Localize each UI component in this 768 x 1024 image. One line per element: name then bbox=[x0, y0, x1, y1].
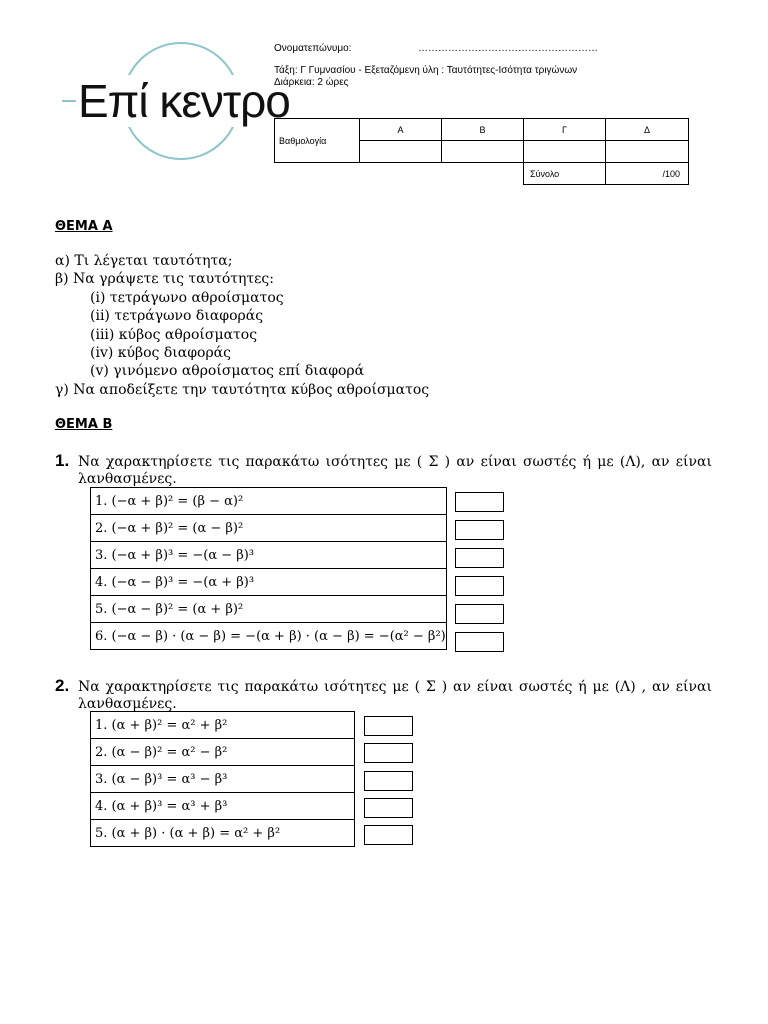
q1-row: 6. (−α − β) · (α − β) = −(α + β) · (α − β) = −(α² − β²) bbox=[91, 623, 447, 650]
q2-answer-box-3[interactable] bbox=[364, 771, 413, 791]
grade-col-d: Δ bbox=[606, 119, 689, 141]
grade-col-a: Α bbox=[360, 119, 442, 141]
q1-text-line1: Να χαρακτηρίσετε τις παρακάτω ισότητες με ( Σ ) αν είναι σωστές ή με (Λ), αν είναι bbox=[78, 454, 712, 470]
section-a-item-i: (i) τετράγωνο αθροίσματος bbox=[90, 290, 284, 306]
grade-col-c: Γ bbox=[524, 119, 606, 141]
q1-row: 1. (−α + β)² = (β − α)² bbox=[91, 488, 447, 515]
q1-answer-box-6[interactable] bbox=[455, 632, 504, 652]
q2-row: 3. (α − β)³ = α³ − β³ bbox=[91, 766, 355, 793]
q1-row: 3. (−α + β)³ = −(α − β)³ bbox=[91, 542, 447, 569]
logo-dash-left bbox=[62, 100, 76, 102]
section-a-line-a: α) Τι λέγεται ταυτότητα; bbox=[55, 253, 233, 269]
class-line: Τάξη: Γ Γυμνασίου - Εξεταζόμενη ύλη : Ταυτότητες-Ισότητα τριγώνων bbox=[274, 65, 578, 76]
q2-number: 2. bbox=[55, 676, 70, 695]
q1-text-line2: λανθασμένες. bbox=[78, 471, 177, 487]
name-label: Ονοματεπώνυμο: bbox=[274, 43, 352, 54]
grade-cell-c[interactable] bbox=[524, 141, 606, 163]
grade-cell-b[interactable] bbox=[442, 141, 524, 163]
q2-row: 2. (α − β)² = α² − β² bbox=[91, 739, 355, 766]
grade-col-b: Β bbox=[442, 119, 524, 141]
q2-answer-box-5[interactable] bbox=[364, 825, 413, 845]
q1-answer-box-5[interactable] bbox=[455, 604, 504, 624]
q1-answer-box-3[interactable] bbox=[455, 548, 504, 568]
section-b-title: ΘΕΜΑ Β bbox=[55, 417, 113, 432]
total-label: Σύνολο bbox=[524, 163, 606, 185]
total-value[interactable]: /100 bbox=[606, 163, 689, 185]
q2-row: 1. (α + β)² = α² + β² bbox=[91, 712, 355, 739]
q2-answer-box-1[interactable] bbox=[364, 716, 413, 736]
q2-text-line1: Να χαρακτηρίσετε τις παρακάτω ισότητες με ( Σ ) αν είναι σωστές ή με (Λ) , αν είναι bbox=[78, 679, 712, 695]
section-a-line-c: γ) Να αποδείξετε την ταυτότητα κύβος αθροίσματος bbox=[55, 382, 430, 398]
q1-number: 1. bbox=[55, 451, 70, 470]
section-a-item-iii: (iii) κύβος αθροίσματος bbox=[90, 327, 258, 343]
grade-label: Βαθμολογία bbox=[275, 119, 360, 163]
section-a-title: ΘΕΜΑ Α bbox=[55, 219, 113, 234]
q1-answer-box-1[interactable] bbox=[455, 492, 504, 512]
grade-table bbox=[274, 118, 689, 185]
q1-row: 4. (−α − β)³ = −(α + β)³ bbox=[91, 569, 447, 596]
q2-text-line2: λανθασμένες. bbox=[78, 696, 177, 712]
grade-cell-d[interactable] bbox=[606, 141, 689, 163]
q2-row: 4. (α + β)³ = α³ + β³ bbox=[91, 793, 355, 820]
q1-table bbox=[90, 487, 447, 650]
section-a-item-ii: (ii) τετράγωνο διαφοράς bbox=[90, 308, 264, 324]
logo bbox=[62, 42, 290, 162]
q2-row: 5. (α + β) · (α + β) = α² + β² bbox=[91, 820, 355, 847]
q2-answer-box-4[interactable] bbox=[364, 798, 413, 818]
q1-answer-box-4[interactable] bbox=[455, 576, 504, 596]
section-a-item-iv: (iv) κύβος διαφοράς bbox=[90, 345, 231, 361]
duration-line: Διάρκεια: 2 ώρες bbox=[274, 77, 349, 88]
q2-table bbox=[90, 711, 355, 847]
section-a-line-b: β) Να γράψετε τις ταυτότητες: bbox=[55, 271, 274, 287]
logo-text: Επί κεντρο bbox=[78, 75, 290, 127]
q2-answer-box-2[interactable] bbox=[364, 743, 413, 763]
q1-answer-box-2[interactable] bbox=[455, 520, 504, 540]
q1-row: 5. (−α − β)² = (α + β)² bbox=[91, 596, 447, 623]
section-a-item-v: (v) γινόμενο αθροίσματος επί διαφορά bbox=[90, 363, 365, 379]
name-field[interactable]: ……………………………………………… bbox=[418, 43, 598, 54]
q1-row: 2. (−α + β)² = (α − β)² bbox=[91, 515, 447, 542]
grade-cell-a[interactable] bbox=[360, 141, 442, 163]
